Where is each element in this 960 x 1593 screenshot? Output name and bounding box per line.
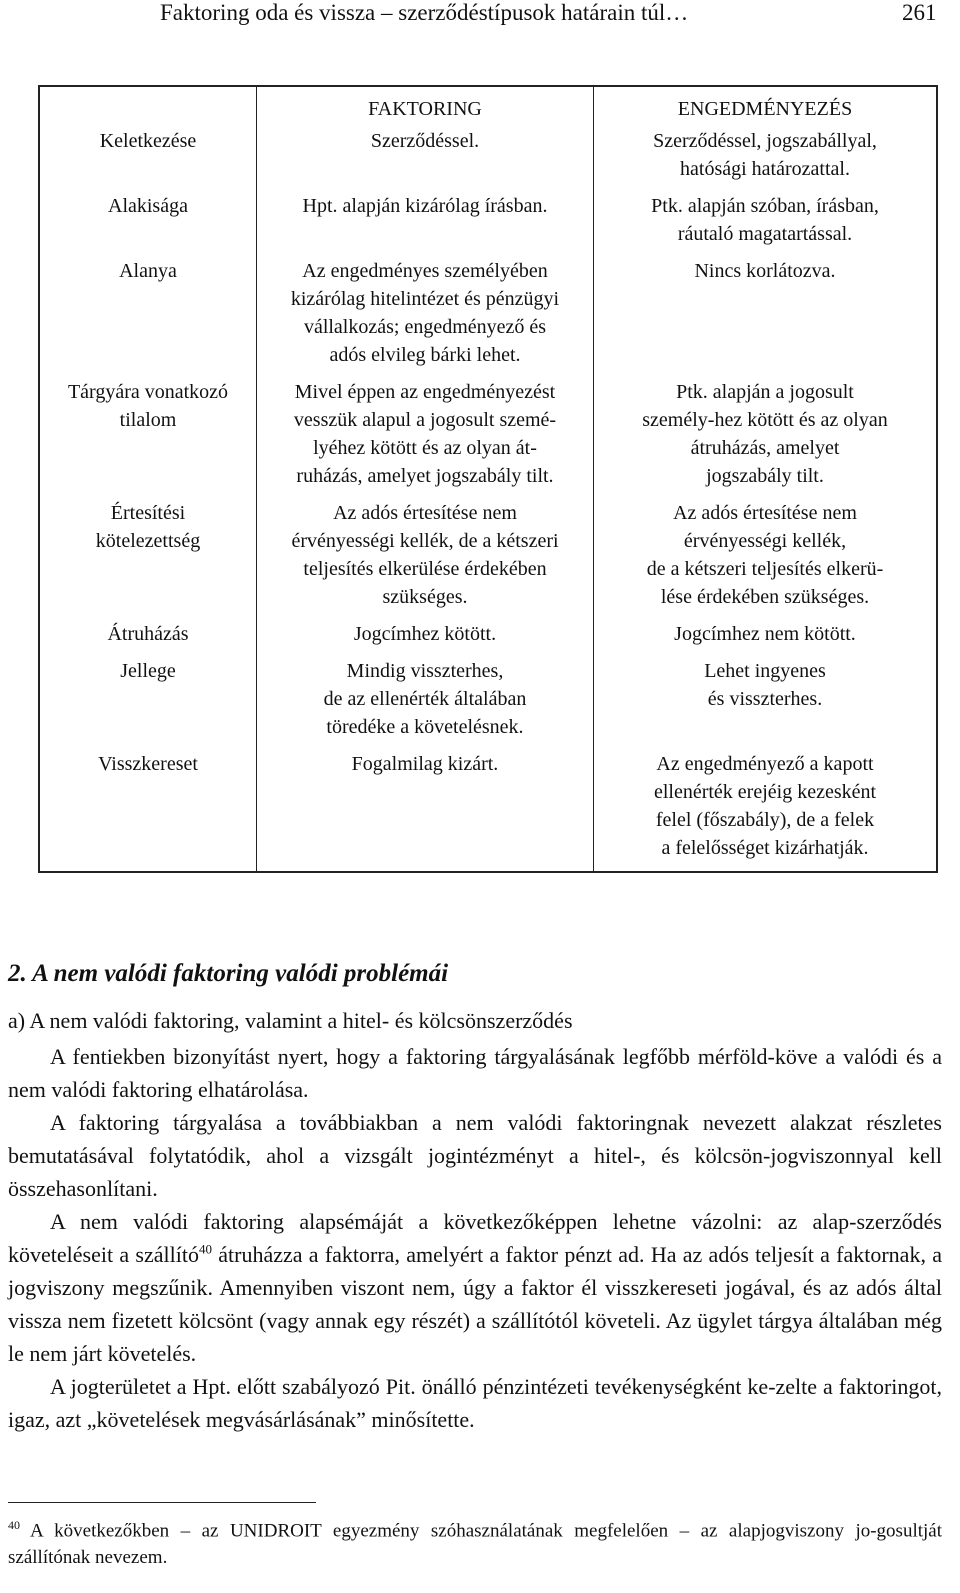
cell-line: Az adós értesítése nem xyxy=(673,502,857,524)
table-body xyxy=(39,127,937,872)
cell-line: de a kétszeri teljesítés elkerü- xyxy=(646,558,884,580)
faktoring-cell xyxy=(257,620,594,657)
paragraph: A fentiekben bizonyítást nyert, hogy a faktoring tárgyalásának legfőbb mérföld-köve a valódi és a nem valódi faktoring elhatárolása. xyxy=(8,1044,942,1102)
cell-line: Szerződéssel, jogszabállyal, xyxy=(653,130,877,152)
cell-line: Hpt. alapján kizárólag írásban. xyxy=(302,195,548,217)
engedmenyezes-cell xyxy=(594,750,938,872)
comparison-table xyxy=(38,85,938,873)
paragraph xyxy=(8,1205,942,1370)
faktoring-cell xyxy=(257,499,594,620)
body-text xyxy=(8,1040,942,1436)
cell-line: Ptk. alapján a jogosult xyxy=(676,381,854,403)
engedmenyezes-cell xyxy=(594,192,938,257)
faktoring-cell xyxy=(257,192,594,257)
cell-line: kötelezettség xyxy=(95,530,201,552)
cell-line: Mindig visszterhes, xyxy=(346,660,504,682)
running-title: Faktoring oda és vissza – szerződéstípusok határain túl… xyxy=(160,0,689,25)
table-row xyxy=(39,750,937,872)
running-header xyxy=(0,0,960,34)
row-label-cell xyxy=(39,257,257,378)
table-row xyxy=(39,378,937,499)
row-label-cell xyxy=(39,657,257,750)
row-label-cell xyxy=(39,499,257,620)
cell-line: teljesítés elkerülése érdekében xyxy=(303,558,547,580)
table-header-row xyxy=(39,86,937,127)
row-label-cell xyxy=(39,750,257,872)
engedmenyezes-cell xyxy=(594,620,938,657)
cell-line: személy-hez kötött és az olyan xyxy=(642,409,888,431)
cell-line: Nincs korlátozva. xyxy=(694,260,836,282)
table-row xyxy=(39,499,937,620)
engedmenyezes-cell xyxy=(594,657,938,750)
row-label-cell xyxy=(39,192,257,257)
cell-line: Az adós értesítése nem xyxy=(333,502,517,524)
cell-line: ellenérték erejéig kezesként xyxy=(653,781,877,803)
cell-line: ruházás, amelyet jogszabály tilt. xyxy=(296,465,554,487)
cell-line: jogszabály tilt. xyxy=(706,465,824,487)
table-row xyxy=(39,127,937,192)
cell-line: felel (főszabály), de a felek xyxy=(655,809,875,831)
subsection-heading: a) A nem valódi faktoring, valamint a hitel- és kölcsönszerződés xyxy=(8,1008,573,1033)
cell-line: vállalkozás; engedményező és xyxy=(303,316,547,338)
table-row xyxy=(39,657,937,750)
cell-line: Átruházás xyxy=(107,623,189,645)
cell-line: vesszük alapul a jogosult szemé- xyxy=(293,409,557,431)
faktoring-cell xyxy=(257,257,594,378)
faktoring-cell xyxy=(257,750,594,872)
cell-line: de az ellenérték általában xyxy=(323,688,527,710)
cell-line: ráutaló magatartással. xyxy=(677,223,853,245)
row-label-cell xyxy=(39,127,257,192)
faktoring-cell xyxy=(257,657,594,750)
table-header-engedmenyezes: ENGEDMÉNYEZÉS xyxy=(594,86,938,127)
cell-line: hatósági határozattal. xyxy=(680,158,850,180)
cell-line: Alakisága xyxy=(108,195,188,217)
cell-line: Értesítési xyxy=(110,502,186,524)
cell-line: Mivel éppen az engedményezést xyxy=(294,381,556,403)
footnote xyxy=(8,1512,942,1571)
cell-line: a felelősséget kizárhatják. xyxy=(661,837,869,859)
row-label-cell xyxy=(39,620,257,657)
cell-line: Visszkereset xyxy=(98,753,198,775)
cell-line: átruházás, amelyet xyxy=(690,437,840,459)
cell-line: lése érdekében szükséges. xyxy=(660,586,870,608)
footnote-number: 40 xyxy=(8,1518,20,1532)
cell-line: tilalom xyxy=(119,409,177,431)
cell-line: Tárgyára vonatkozó xyxy=(67,381,229,403)
paragraph-text: átruházza a faktorra, amelyért a faktor pénzt ad. Ha az adós teljesít a faktornak, a jogviszony megszűnik. Amennyiben viszont nem, úgy a faktor él visszkereseti jogával, és az adós által vissza nem fizetett kölcsönt (vagy annak egy részét) a szállítótól követeli. Az ügylet tárgya általában még le nem járt követelés. xyxy=(8,1242,943,1366)
table-header-empty xyxy=(39,86,257,127)
cell-line: Alanya xyxy=(119,260,177,282)
table-row xyxy=(39,257,937,378)
cell-line: Lehet ingyenes xyxy=(704,660,826,682)
cell-line: Jogcímhez kötött. xyxy=(353,623,497,645)
row-label-cell xyxy=(39,378,257,499)
table-header-faktoring: FAKTORING xyxy=(257,86,594,127)
cell-line: érvényességi kellék, xyxy=(683,530,847,552)
cell-line: Az engedményező a kapott xyxy=(656,753,874,775)
paragraph-text: A nem valódi faktoring alapsémáját a következőképpen lehetne vázolni: az alap-szerződés követeléseit a szállító xyxy=(8,1209,942,1267)
table-row xyxy=(39,620,937,657)
cell-line: Jogcímhez nem kötött. xyxy=(674,623,856,645)
footnote-text: A következőkben – az UNIDROIT egyezmény szóhasználatának megfelelően – az alapjogviszony jo-gosultját szállítónak nevezem. xyxy=(8,1520,942,1569)
cell-line: és visszterhes. xyxy=(707,688,823,710)
footnote-divider xyxy=(8,1502,316,1503)
cell-line: Jellege xyxy=(120,660,176,682)
page-number: 261 xyxy=(902,0,937,25)
footnote-reference[interactable]: 40 xyxy=(198,1241,212,1257)
cell-line: Szerződéssel. xyxy=(370,130,480,152)
faktoring-cell xyxy=(257,127,594,192)
cell-line: lyéhez kötött és az olyan át- xyxy=(313,437,537,459)
engedmenyezes-cell xyxy=(594,127,938,192)
cell-line: érvényességi kellék, de a kétszeri xyxy=(291,530,559,552)
paragraph: A jogterületet a Hpt. előtt szabályozó Pit. önálló pénzintézeti tevékenységként ke-zelte a faktoringot, igaz, azt „követelések megvásárlásának” minősítette. xyxy=(8,1374,942,1432)
cell-line: Keletkezése xyxy=(99,130,197,152)
faktoring-cell xyxy=(257,378,594,499)
engedmenyezes-cell xyxy=(594,378,938,499)
engedmenyezes-cell xyxy=(594,257,938,378)
cell-line: Ptk. alapján szóban, írásban, xyxy=(651,195,879,217)
engedmenyezes-cell xyxy=(594,499,938,620)
table-row xyxy=(39,192,937,257)
cell-line: Fogalmilag kizárt. xyxy=(351,753,499,775)
cell-line: kizárólag hitelintézet és pénzügyi xyxy=(290,288,560,310)
cell-line: adós elvileg bárki lehet. xyxy=(329,344,521,366)
cell-line: szükséges. xyxy=(382,586,468,608)
section-heading: 2. A nem valódi faktoring valódi problémái xyxy=(8,960,449,987)
cell-line: töredéke a követelésnek. xyxy=(326,716,524,738)
paragraph: A faktoring tárgyalása a továbbiakban a nem valódi faktoringnak nevezett alakzat részletes bemutatásával folytatódik, ahol a vizsgált jogintézményt a hitel-, és kölcsön-jogviszonnyal kell összehasonlítani. xyxy=(8,1110,942,1201)
cell-line: Az engedményes személyében xyxy=(302,260,548,282)
